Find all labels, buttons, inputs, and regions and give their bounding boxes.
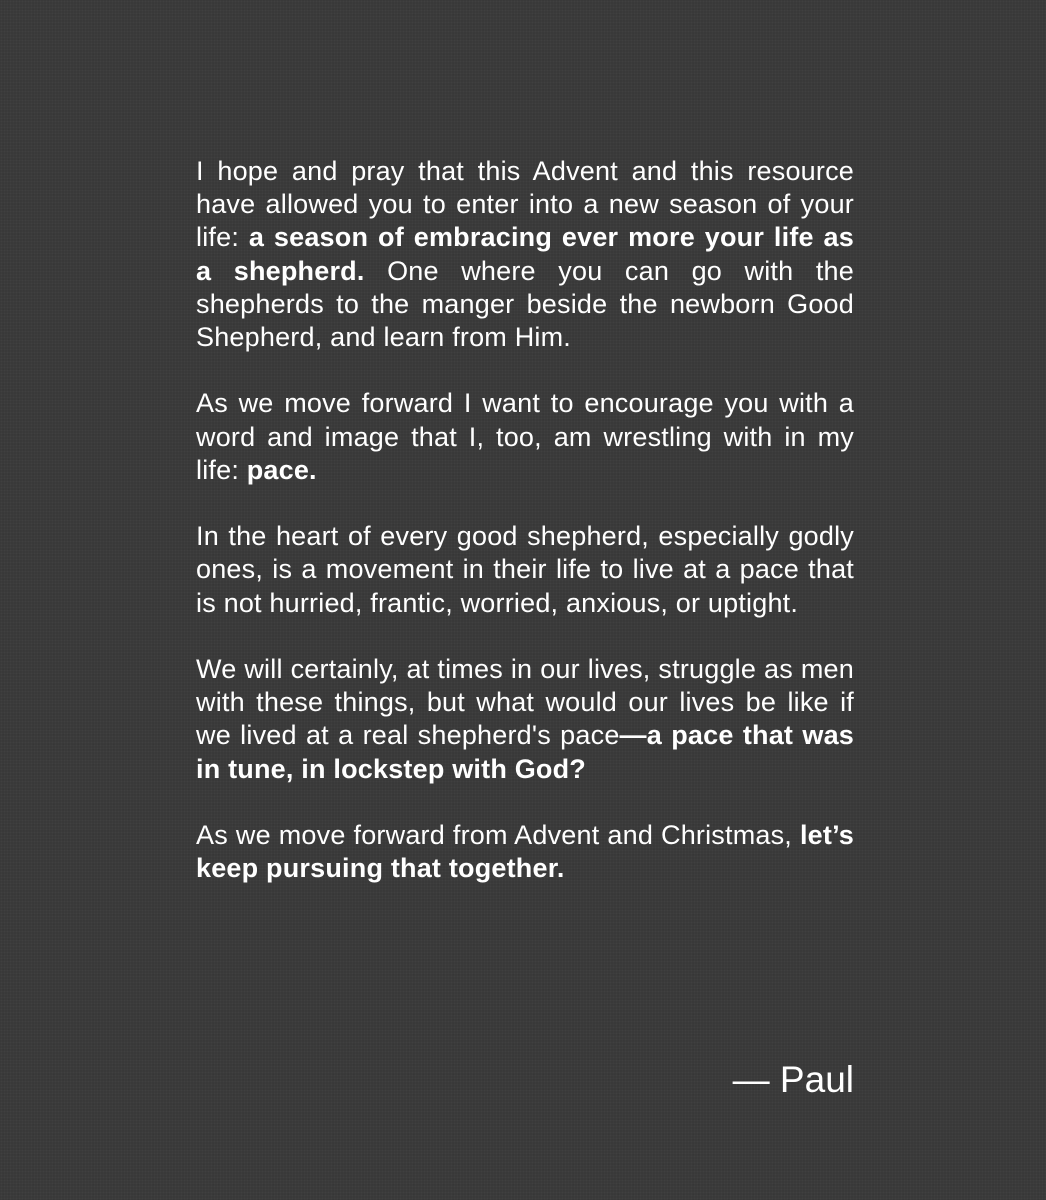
text-run: One where you can go with the shepherds to the manger beside the newborn Good Shepherd, and learn from Him. — [196, 255, 854, 353]
text-run: In the heart of every good shepherd, especially godly ones, is a movement in their life to live at a pace that is not hurried, frantic, worried, anxious, or uptight. — [196, 521, 854, 618]
letter-body — [196, 155, 854, 885]
text-run: As we move forward I want to encourage you with a word and image that I, too, am wrestling with in my life: — [196, 388, 854, 485]
text-run: I hope and pray that this Advent and this resource have allowed you to enter into a new season of your life: — [196, 156, 854, 253]
bold-text-run: pace. — [246, 454, 317, 485]
paragraph-2 — [196, 387, 854, 487]
paragraph-1 — [196, 155, 854, 354]
paragraph-3 — [196, 520, 854, 620]
bold-text-run: —a pace that was in tune, in lockstep with God? — [196, 720, 854, 784]
text-run: As we move forward from Advent and Christmas, — [196, 820, 800, 850]
paragraph-4 — [196, 653, 854, 786]
bold-text-run: a season of embracing ever more your life as a shepherd. — [196, 222, 854, 286]
text-run: We will certainly, at times in our lives, struggle as men with these things, but what would our lives be like if we lived at a real shepherd's pace — [196, 654, 854, 751]
signature: — Paul — [732, 1059, 854, 1100]
paragraph-5 — [196, 819, 854, 885]
bold-text-run: let’s keep pursuing that together. — [196, 820, 854, 884]
